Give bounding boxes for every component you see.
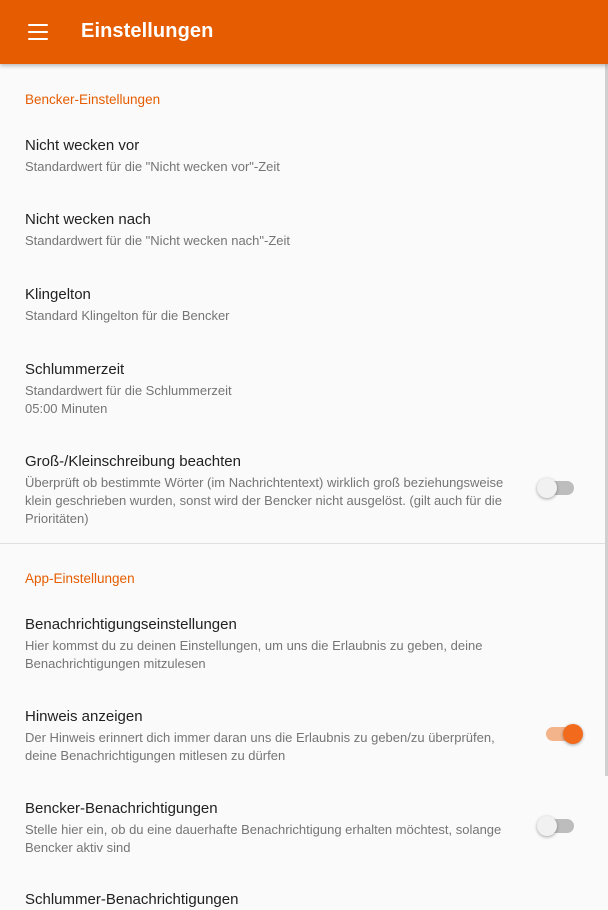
pref-summary: Standard Klingelton für die Bencker [25, 308, 230, 323]
pref-gross-kleinschreibung[interactable] [25, 452, 505, 528]
pref-title: Schlummerzeit [25, 361, 125, 378]
pref-benachrichtigungseinstellungen[interactable] [25, 615, 505, 673]
pref-summary: Überprüft ob bestimmte Wörter (im Nachrichtentext) wirklich groß beziehungsweise klein geschrieben wurden, sonst wird der Bencker nicht ausgelöst. (gilt auch für die Prioritäten) [25, 475, 504, 526]
pref-summary: Stelle hier ein, ob du eine dauerhafte Benachrichtigung erhalten möchtest, solange Bencker aktiv sind [25, 822, 502, 855]
pref-summary: Standardwert für die "Nicht wecken nach"-Zeit [25, 233, 291, 248]
toggle-thumb [537, 478, 557, 498]
pref-klingelton[interactable] [25, 285, 505, 325]
bencker-notification-toggle[interactable] [537, 814, 577, 838]
pref-summary: Der Hinweis erinnert dich immer daran uns die Erlaubnis zu geben/zu überprüfen, deine Benachrichtigungen mitlesen zu dürfen [25, 730, 495, 763]
section-divider [0, 543, 608, 544]
section-header-bencker: Bencker-Einstellungen [25, 92, 161, 107]
pref-title: Schlummer-Benachrichtigungen [25, 891, 239, 908]
app-bar [0, 0, 608, 64]
hinweis-toggle[interactable] [543, 722, 583, 746]
case-sensitive-toggle[interactable] [537, 476, 577, 500]
hamburger-menu-icon[interactable] [28, 24, 48, 40]
pref-nicht-wecken-vor[interactable] [25, 136, 505, 176]
pref-title: Benachrichtigungseinstellungen [25, 616, 237, 633]
pref-summary: Hier kommst du zu deinen Einstellungen, um uns die Erlaubnis zu geben, deine Benachrichtigungen mitzulesen [25, 638, 483, 671]
pref-hinweis-anzeigen[interactable] [25, 707, 505, 765]
pref-title: Nicht wecken nach [25, 211, 151, 228]
toggle-thumb [537, 816, 557, 836]
page-title: Einstellungen [81, 20, 214, 42]
pref-title: Groß-/Kleinschreibung beachten [25, 453, 241, 470]
pref-title: Bencker-Benachrichtigungen [25, 800, 218, 817]
pref-bencker-benachrichtigungen[interactable] [25, 799, 505, 857]
pref-title: Nicht wecken vor [25, 137, 140, 154]
pref-summary: Standardwert für die Schlummerzeit 05:00 Minuten [25, 383, 232, 416]
pref-summary: Standardwert für die "Nicht wecken vor"-Zeit [25, 159, 280, 174]
pref-nicht-wecken-nach[interactable] [25, 210, 505, 250]
toggle-thumb [563, 724, 583, 744]
pref-title: Klingelton [25, 286, 91, 303]
pref-schlummer-benachrichtigungen[interactable] [25, 890, 505, 910]
pref-title: Hinweis anzeigen [25, 708, 143, 725]
pref-schlummerzeit[interactable] [25, 360, 505, 418]
section-header-app: App-Einstellungen [25, 571, 135, 586]
